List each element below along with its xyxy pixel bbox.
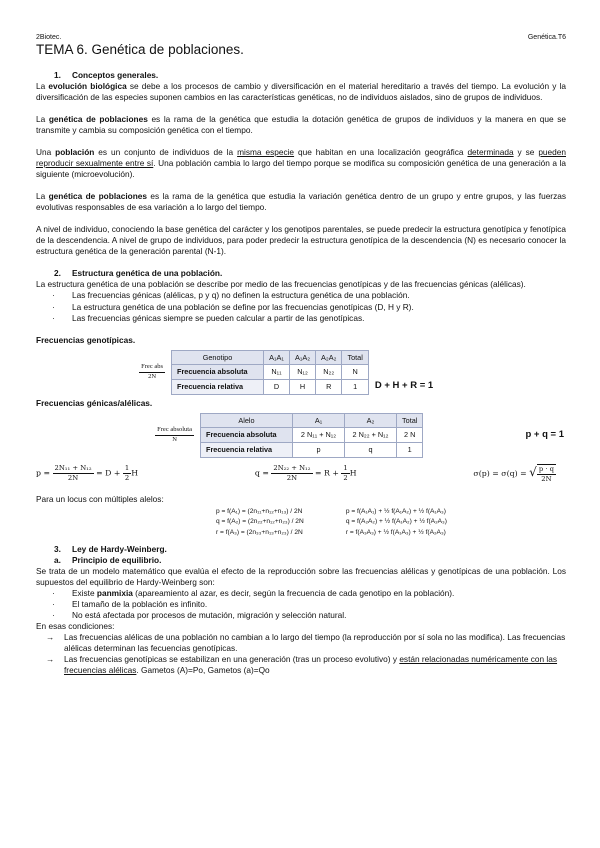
section-number: 3. bbox=[54, 543, 61, 554]
genotipicas-block bbox=[36, 350, 566, 395]
paragraph-hardy-weinberg: Se trata de un modelo matemático que evalúa el efecto de la reproducción sobre las frecuencias alélicas y genotípicas de una población. Los supuestos del equilibrio de Hardy-Weinberg son: bbox=[36, 565, 566, 587]
formula-p: p = $\frac{\text{2N₁₁ + N₁₂}}{2N}$ = D + $\frac{1}{2}$ H bbox=[36, 464, 139, 483]
table-header: A₁A₂ bbox=[290, 350, 316, 365]
table-header: A₂A₂ bbox=[316, 350, 342, 365]
genicas-table bbox=[200, 413, 423, 458]
genotipicas-label: Frecuencias genotípicas. bbox=[36, 334, 136, 345]
formula-q: q = $\frac{\text{2N₂₂ + N₁₂}}{2N}$ = R + $\frac{1}{2}$ H bbox=[254, 464, 357, 483]
paragraph-prediccion: A nivel de individuo, conociendo la base genética del carácter y los genotipos parentales, se puede predecir la estructura genotípica y fenotípica de la descendencia. A nivel de grupo de individuos, para poder predecir la estructura genotípica de la descendencia (N) es necesario conocer la estructura genética de la generación parental (N-1). bbox=[36, 224, 566, 257]
formula-line: q = f(A₂A₂) + ½ f(A₁A₂) + ½ f(A₂A₃) bbox=[345, 518, 447, 526]
list-item: · Las frecuencias génicas siempre se pueden calcular a partir de las genotípicas. bbox=[52, 313, 566, 324]
section-3-heading bbox=[54, 544, 566, 555]
table-header: A₂ bbox=[345, 413, 397, 428]
table-row: Frecuencia relativa D H R 1 bbox=[172, 380, 369, 395]
multi-allele-label: Para un locus con múltiples alelos: bbox=[36, 493, 164, 504]
paragraph-poblacion: Una población es un conjunto de individuos de la misma especie que habitan en una localización geográfica determinada y se pueden reproducir sexualmente entre sí. Una población cambia lo largo del tiempo porque se modifica su composición genética de una generación a la siguiente (microevolución). bbox=[36, 147, 566, 180]
list-item: · No está afectada por procesos de mutación, migración y selección natural. bbox=[52, 610, 566, 621]
frec-absoluta-fraction: $\frac{\text{Frec absoluta}}{N}$ bbox=[157, 426, 192, 443]
formula-line: r = f(A₃A₃) + ½ f(A₁A₃) + ½ f(A₂A₃) bbox=[345, 529, 446, 537]
table-header: Genotipo bbox=[172, 350, 264, 365]
list-item: · El tamaño de la población es infinito. bbox=[52, 599, 566, 610]
paragraph-estructura: La estructura genética de una población se describe por medio de las frecuencias genotípicas y de las frecuencias génicas (alélicas). bbox=[36, 279, 526, 290]
document-body bbox=[36, 70, 566, 676]
list-item: · Las frecuencias génicas (alélicas, p y q) no definen la estructura genética de una población. bbox=[52, 290, 566, 301]
paragraph-variacion: La genética de poblaciones es la rama de la genética que estudia la variación genética dentro de un grupo y entre grupos, y las fuerzas evolutivas responsables de esa variación a lo largo del tiempo. bbox=[36, 191, 566, 213]
table-row: Frecuencia relativa p q 1 bbox=[201, 443, 423, 458]
section-number: 1. bbox=[54, 70, 61, 80]
formula-line: p = f(A₁A₁) + ½ f(A₁A₂) + ½ f(A₁A₃) bbox=[345, 507, 446, 515]
section-number: 2. bbox=[54, 268, 61, 279]
frecuencias-list bbox=[52, 290, 566, 323]
page-title: TEMA 6. Genética de poblaciones. bbox=[36, 42, 244, 57]
header-course: 2Biotec. bbox=[36, 34, 62, 41]
condiciones-list bbox=[46, 632, 566, 676]
genotipicas-equation: D + H + R = 1 bbox=[374, 380, 434, 392]
list-item: · La estructura genética de una población se define por las frecuencias genotípicas (D, H y R). bbox=[52, 302, 566, 313]
list-item: → Las frecuencias genotípicas se estabilizan en una generación (tras un proceso evolutivo) y están relacionadas numéricamente con las frecuencias alélicas. Gametos (A)=Po, Gametos (a)=Qo bbox=[46, 654, 566, 676]
section-1-heading bbox=[54, 70, 566, 81]
list-item: · Existe panmixia (apareamiento al azar, es decir, según la frecuencia de cada genotipo en la población). bbox=[52, 588, 566, 599]
section-title: Conceptos generales. bbox=[72, 70, 159, 80]
section-title: Principio de equilibrio. bbox=[72, 554, 162, 565]
formula-line: q = f(A₂) = (2n₂₂+n₁₂+n₂₃) / 2N bbox=[216, 518, 304, 526]
paragraph-evolucion: La evolución biológica se debe a los procesos de cambio y diversificación en el material hereditario a través del tiempo. La evolución y la diversificación de las especies suponen cambios en las características genéticas, no de individuos aislados, sino de grupos de individuos. bbox=[36, 81, 566, 103]
formula-line: r = f(A₃) = (2n₃₃+n₁₃+n₂₃) / 2N bbox=[216, 529, 303, 537]
genicas-equation: p + q = 1 bbox=[525, 428, 564, 440]
paragraph-genetica-poblaciones: La genética de poblaciones es la rama de la genética que estudia la dotación genética de grupos de individuos y la manera en que se transmite y cambia su composición genética con el tiempo. bbox=[36, 114, 566, 136]
list-item: → Las frecuencias alélicas de una población no cambian a lo largo del tiempo (la reproducción por sí sola no las modifica). Las frecuencias alélicas determinan las fecuencias genotípicas. bbox=[46, 632, 566, 654]
frec-abs-fraction: $\frac{\text{Frec abs}}{2N}$ bbox=[141, 363, 163, 380]
table-header: A₁ bbox=[293, 413, 345, 428]
sqrt-icon: √ bbox=[529, 464, 537, 479]
table-header: Total bbox=[342, 350, 368, 365]
formula-line: p = f(A₁) = (2n₁₁+n₁₂+n₁₃) / 2N bbox=[216, 507, 303, 515]
table-row: Frecuencia absoluta 2 N₁₁ + N₁₂ 2 N₂₂ + N₁₂ 2 N bbox=[201, 428, 423, 443]
genicas-label: Frecuencias génicas/alélicas. bbox=[36, 397, 153, 408]
section-title: Ley de Hardy-Weinberg. bbox=[72, 543, 167, 554]
table-row: Frecuencia absoluta N₁₁ N₁₂ N₂₂ N bbox=[172, 365, 369, 380]
table-header: A₁A₁ bbox=[264, 350, 290, 365]
subsection-a-heading bbox=[54, 555, 566, 566]
table-header: Alelo bbox=[201, 413, 293, 428]
header-topic: Genética.T6 bbox=[527, 34, 566, 41]
table-header: Total bbox=[397, 413, 423, 428]
condiciones-label: En esas condiciones: bbox=[36, 620, 115, 631]
section-title: Estructura genética de una población. bbox=[72, 268, 223, 279]
genicas-block bbox=[36, 413, 566, 458]
multi-allele-formulas bbox=[216, 507, 566, 539]
formula-sigma: σ(p) = σ(q) = √ $\frac{p \cdot q}{2N}$ bbox=[473, 464, 554, 483]
supuestos-list bbox=[52, 588, 566, 621]
genotipicas-table bbox=[171, 350, 369, 395]
allele-formulas bbox=[36, 464, 566, 484]
section-2-heading bbox=[54, 268, 566, 279]
section-number: a. bbox=[54, 554, 61, 565]
